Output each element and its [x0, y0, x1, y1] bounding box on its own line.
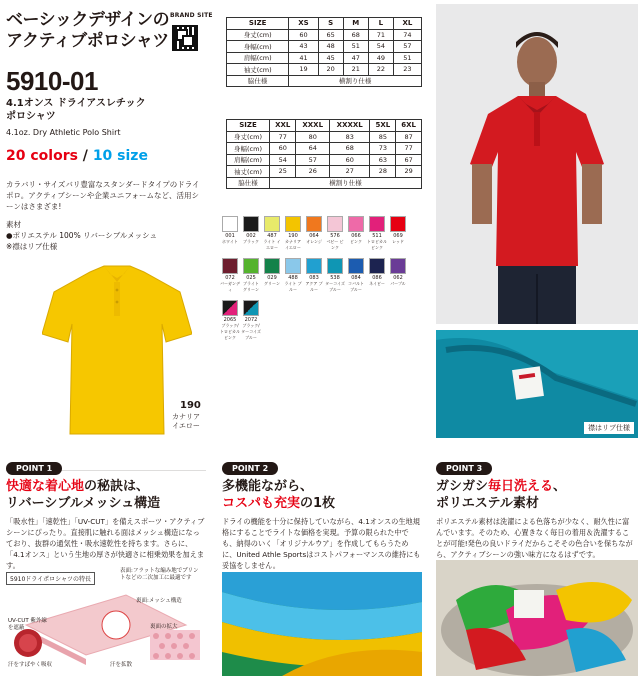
color-swatch-576[interactable]: [327, 216, 343, 232]
color-swatch-2065[interactable]: [222, 300, 238, 316]
color-code: 488: [288, 275, 298, 281]
color-code: 062: [393, 275, 403, 281]
color-swatch-066[interactable]: [348, 216, 364, 232]
model-red-polo-photo: [436, 4, 638, 324]
table-cell: 26: [296, 166, 329, 178]
point-2-title-highlight: コスパも充実: [222, 496, 301, 511]
color-code: 086: [372, 275, 382, 281]
table-cell: 85: [370, 131, 396, 143]
point-3-title-prefix: ガシガシ: [436, 479, 489, 494]
color-swatch-2072[interactable]: [243, 300, 259, 316]
size-table-2: [226, 119, 422, 189]
product-name-line-2: ポロシャツ: [6, 111, 56, 122]
table-cell: 29: [396, 166, 422, 178]
color-swatch-label: [388, 275, 408, 287]
material-label: 素材: [6, 220, 21, 229]
table-header: M: [343, 18, 368, 30]
table-cell: 68: [343, 29, 368, 41]
color-swatch-488[interactable]: [285, 258, 301, 274]
table-cell: 57: [296, 154, 329, 166]
color-swatch-083[interactable]: [306, 258, 322, 274]
point-3-badge: POINT 3: [436, 462, 492, 475]
color-name: ライト ブルー: [284, 281, 302, 292]
color-code: 064: [309, 233, 319, 239]
color-swatch-label: [262, 233, 282, 251]
sweat-label: 汗をすばやく吸収: [8, 662, 53, 668]
color-code: 002: [246, 233, 256, 239]
laundry-photo: [436, 560, 638, 676]
table-cell: 20: [318, 64, 343, 76]
brand-site-label: BRAND SITE: [170, 12, 213, 19]
point-2-text: ドライの機能を十分に保持していながら、4.1オンスの生地規格にすることでライトな価格を実現。予算の限られた中でも、納得のいく「オリジナルウア」を作成してもらうために、United Athle Sportsはコストパフォーマンスの維持にも妥協をしません。: [222, 517, 421, 570]
table-header: XL: [393, 18, 421, 30]
table-cell: 87: [396, 131, 422, 143]
table-header: SIZE: [227, 18, 289, 30]
color-code: 576: [330, 233, 340, 239]
size-count: 10 size: [92, 148, 148, 164]
table-cell: 83: [329, 131, 370, 143]
table-cell: 60: [270, 143, 296, 155]
color-swatch-001[interactable]: [222, 216, 238, 232]
color-code: 2072: [244, 317, 258, 323]
rib-caption: 襟はリブ仕様: [584, 422, 634, 434]
table-header: XS: [289, 18, 318, 30]
color-swatch-label: [283, 275, 303, 293]
color-swatch-025[interactable]: [243, 258, 259, 274]
table-cell: 77: [396, 143, 422, 155]
color-swatch-label: [220, 317, 240, 341]
product-name: [6, 97, 146, 123]
point-1-badge: POINT 1: [6, 462, 62, 475]
table-cell: 43: [289, 41, 318, 53]
table-row: [227, 64, 422, 76]
color-size-count: [6, 148, 148, 164]
table-cell: 肩幅(cm): [227, 154, 270, 166]
table-cell: 横割り仕様: [289, 75, 422, 87]
color-name: ブライト グリーン: [243, 281, 259, 292]
table-cell: 51: [393, 52, 421, 64]
table-cell: 袖丈(cm): [227, 166, 270, 178]
table-header: S: [318, 18, 343, 30]
table-cell: 袖丈(cm): [227, 64, 289, 76]
color-code: 487: [267, 233, 277, 239]
color-name: ライト イエロー: [263, 239, 281, 250]
table-cell: 横割り仕様: [270, 177, 422, 189]
color-name: オレンジ: [306, 239, 322, 244]
color-code: 190: [288, 233, 298, 239]
front-label: 表面:フラットな編み地でプリントなどの二次加工に最適です: [120, 568, 199, 581]
yellow-code: 190: [180, 400, 201, 411]
color-swatch-label: [241, 317, 261, 341]
color-swatch-label: [367, 275, 387, 287]
table-header: SIZE: [227, 120, 270, 132]
table-cell: 身丈(cm): [227, 29, 289, 41]
color-name: トロピカル ピンク: [367, 239, 387, 250]
yellow-name: [172, 413, 200, 431]
color-swatch-label: [388, 233, 408, 245]
color-name: バーガンディ: [220, 281, 240, 292]
color-name: ブラック/ トロピカル ピンク: [220, 323, 240, 340]
yellow-name-line-2: イエロー: [172, 422, 200, 430]
table-header: L: [368, 18, 393, 30]
color-name: ターコイズ ブルー: [325, 281, 345, 292]
material-value: ●ポリエステル 100% リバーシブルメッシュ: [6, 231, 158, 240]
color-swatch-086[interactable]: [369, 258, 385, 274]
color-swatch-label: [325, 275, 345, 293]
color-swatch-label: [283, 233, 303, 251]
color-name: ブラック/ ターコイズ ブルー: [241, 323, 261, 340]
model-figure: [436, 4, 638, 324]
color-name: ネイビー: [369, 281, 385, 286]
color-swatch-label: [304, 233, 324, 245]
table-cell: 57: [393, 41, 421, 53]
table-cell: 54: [270, 154, 296, 166]
color-swatch-084[interactable]: [348, 258, 364, 274]
product-name-en: 4.1oz. Dry Athletic Polo Shirt: [6, 128, 121, 137]
title-line-1: ベーシックデザインの: [6, 10, 170, 30]
table-row: [227, 41, 422, 53]
table-cell: 19: [289, 64, 318, 76]
colors-count: 20 colors: [6, 148, 78, 164]
color-code: 025: [246, 275, 256, 281]
color-swatch-label: [325, 233, 345, 251]
page-title: [6, 10, 169, 52]
color-swatch-029[interactable]: [264, 258, 280, 274]
product-code: 5910-01: [6, 66, 98, 96]
table-cell: 肩幅(cm): [227, 52, 289, 64]
point-1-title-rest: の秘訣は、: [84, 479, 150, 494]
table-cell: 60: [329, 154, 370, 166]
material-info: [6, 219, 206, 252]
size-table-1: [226, 17, 422, 87]
fabric-colors-photo: [222, 572, 422, 676]
color-name: ピンク: [350, 239, 362, 244]
product-name-line-1: 4.1オンス ドライアスレチック: [6, 98, 146, 109]
count-separator: /: [77, 148, 93, 164]
table-header: XXXL: [296, 120, 329, 132]
yellow-name-line-1: カナリア: [172, 413, 200, 421]
table-cell: 77: [270, 131, 296, 143]
table-cell: 22: [368, 64, 393, 76]
table-cell: 51: [343, 41, 368, 53]
color-swatch-label: [304, 275, 324, 293]
table-cell: 64: [296, 143, 329, 155]
material-note: ※襟はリブ仕様: [6, 242, 58, 251]
uv-label: UV-CUT 紫外線を遮蔽: [8, 618, 47, 631]
table-cell: 身丈(cm): [227, 131, 270, 143]
color-code: 001: [225, 233, 235, 239]
color-code: 511: [372, 233, 382, 239]
table-cell: 41: [289, 52, 318, 64]
color-name: アクア ブルー: [305, 281, 323, 292]
table-row: [227, 154, 422, 166]
table-cell: 脇仕様: [227, 75, 289, 87]
table-cell: 73: [370, 143, 396, 155]
color-code: 069: [393, 233, 403, 239]
table-cell: 47: [343, 52, 368, 64]
table-row: [227, 143, 422, 155]
color-swatch-label: [346, 233, 366, 245]
color-name: グリーン: [264, 281, 280, 286]
table-cell: 67: [396, 154, 422, 166]
point-3-title-line-2: ポリエステル素材: [436, 496, 539, 511]
feature-label: 5910ドライポロシャツの特長: [6, 572, 95, 585]
divider: [6, 470, 206, 471]
color-swatch-label: [262, 275, 282, 287]
table-cell: 49: [368, 52, 393, 64]
table-cell: 27: [329, 166, 370, 178]
table-row: [227, 29, 422, 41]
color-name: カナリア イエロー: [285, 239, 301, 250]
color-swatch-072[interactable]: [222, 258, 238, 274]
collar-closeup-photo: [436, 330, 638, 438]
color-swatch-grid: [220, 214, 430, 344]
color-swatch-064[interactable]: [306, 216, 322, 232]
color-swatch-487[interactable]: [264, 216, 280, 232]
color-swatch-label: [220, 233, 240, 245]
point-1-title-highlight: 快適な着心地: [6, 479, 85, 494]
table-cell: 48: [318, 41, 343, 53]
color-swatch-label: [241, 275, 261, 293]
color-name: ベビー ピンク: [326, 239, 344, 250]
color-code: 066: [351, 233, 361, 239]
table-row: [227, 131, 422, 143]
product-description: カラバリ・サイズバリ豊富なスタンダードタイプのドライポロ。アクティブシーンや企業ユニフォームなど、活用シーンはさまざま!: [6, 180, 200, 211]
table-cell: 54: [368, 41, 393, 53]
color-code: 029: [267, 275, 277, 281]
color-swatch-069[interactable]: [390, 216, 406, 232]
color-swatch-label: [367, 233, 387, 251]
yellow-polo-shirt-image: [42, 262, 192, 440]
table-row: [227, 166, 422, 178]
table-cell: 63: [370, 154, 396, 166]
table-row: [227, 75, 422, 87]
table-row: [227, 177, 422, 189]
color-name: コバルト ブルー: [348, 281, 364, 292]
table-cell: 21: [343, 64, 368, 76]
color-swatch-label: [241, 233, 261, 245]
color-code: 538: [330, 275, 340, 281]
table-cell: 23: [393, 64, 421, 76]
point-1-title: [6, 478, 160, 512]
color-swatch-label: [346, 275, 366, 293]
color-swatch-label: [220, 275, 240, 293]
color-name: ホワイト: [222, 239, 238, 244]
table-cell: 25: [270, 166, 296, 178]
title-line-2: アクティブポロシャツ: [6, 31, 169, 51]
table-row: [227, 52, 422, 64]
table-cell: 脇仕様: [227, 177, 270, 189]
color-name: ブラック: [243, 239, 259, 244]
table-cell: 身幅(cm): [227, 41, 289, 53]
mesh-zoom-swatch: [150, 630, 200, 660]
point-3-title: [436, 478, 566, 512]
color-code: 083: [309, 275, 319, 281]
color-swatch-538[interactable]: [327, 258, 343, 274]
color-swatch-002[interactable]: [243, 216, 259, 232]
point-3-title-highlight: 毎日洗える: [488, 479, 554, 494]
table-cell: 74: [393, 29, 421, 41]
point-2-title-rest: の1枚: [300, 496, 336, 511]
table-cell: 45: [318, 52, 343, 64]
table-header: 5XL: [370, 120, 396, 132]
point-1-title-line-2: リバーシブルメッシュ構造: [6, 496, 161, 511]
point-3-title-comma: 、: [553, 479, 567, 494]
color-name: レッド: [392, 239, 404, 244]
dry-label: 汗を拡散: [110, 662, 133, 668]
color-swatch-511[interactable]: [369, 216, 385, 232]
table-cell: 65: [318, 29, 343, 41]
table-header: XXXXL: [329, 120, 370, 132]
point-3-text: ポリエステル素材は洗濯による色落ちが少なく、耐久性に富んでいます。そのため、心置きなく毎日の着用＆洗濯することが可能!発色の良いドライだからこそその色合いを保ちながら、アクティブシーンの強い味方になるはずです。: [436, 517, 633, 559]
back-label: 裏面:メッシュ構造: [136, 598, 182, 604]
point-1-text: 「吸水性」「速乾性」「UV-CUT」を備えスポーツ・アクティブシーンにぴったり。直接肌に触れる面はメッシュ構造になっており、抜群の通気性・吸水速乾性を持ちます。さらに、「4.1オンス」という生地の厚さが快適さに相乗効果を加えます。: [6, 517, 205, 570]
color-code: 084: [351, 275, 361, 281]
color-swatch-190[interactable]: [285, 216, 301, 232]
table-cell: 60: [289, 29, 318, 41]
table-header: XXL: [270, 120, 296, 132]
color-swatch-062[interactable]: [390, 258, 406, 274]
table-header: 6XL: [396, 120, 422, 132]
color-name: パープル: [390, 281, 406, 286]
point-2-title-line-1: 多機能ながら、: [222, 479, 314, 494]
point-2-title: [222, 478, 335, 512]
table-cell: 80: [296, 131, 329, 143]
table-cell: 71: [368, 29, 393, 41]
color-code: 072: [225, 275, 235, 281]
table-cell: 28: [370, 166, 396, 178]
qr-code-icon[interactable]: [172, 25, 198, 51]
zoom-label: 裏面の拡大: [150, 624, 178, 630]
table-cell: 68: [329, 143, 370, 155]
point-2-badge: POINT 2: [222, 462, 278, 475]
color-code: 2065: [223, 317, 237, 323]
table-cell: 身幅(cm): [227, 143, 270, 155]
